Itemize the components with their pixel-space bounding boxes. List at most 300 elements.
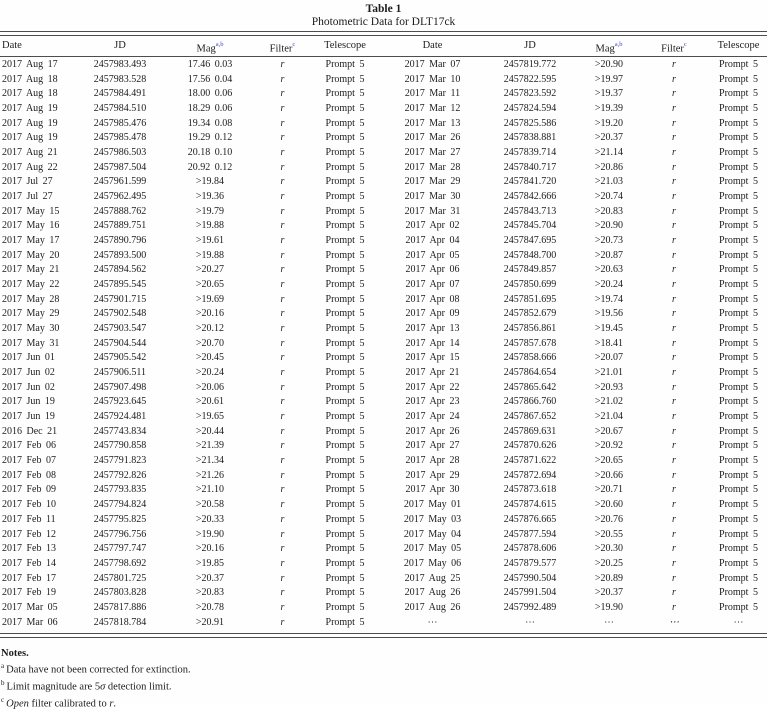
- cell-telescope: Prompt 5: [719, 117, 758, 129]
- cell-telescope: Prompt 5: [719, 161, 758, 173]
- cell-mag: >20.37: [594, 587, 624, 599]
- cell-mag: 18.00 0.06: [187, 88, 233, 100]
- cell-filter: r: [280, 279, 285, 291]
- cell-mag: >21.26: [195, 469, 225, 481]
- cell-mag: >20.45: [195, 352, 225, 364]
- cell-telescope: Prompt 5: [719, 59, 758, 70]
- cell-mag: >19.85: [195, 557, 225, 569]
- cell-telescope: Prompt 5: [719, 308, 758, 320]
- cell-jd: 2457867.652: [503, 411, 557, 423]
- footnote-list: [1, 660, 767, 711]
- cell-date: 2017 Jul 27: [2, 191, 53, 203]
- cell-mag: >20.44: [195, 425, 225, 437]
- cell-jd: 2457848.700: [503, 249, 557, 261]
- cell-date: 2017 Mar 27: [404, 147, 461, 159]
- cell-jd: 2457984.510: [93, 103, 147, 115]
- cell-filter: r: [280, 543, 285, 555]
- cell-telescope: Prompt 5: [719, 367, 758, 379]
- column-header-telescope: Telescope: [324, 40, 366, 51]
- cell-date: 2017 Apr 09: [405, 308, 460, 320]
- cell-mag: >20.78: [195, 601, 225, 613]
- cell-mag: >20.71: [594, 484, 624, 496]
- cell-date: 2017 Feb 14: [2, 557, 56, 569]
- cell-filter: r: [280, 616, 285, 628]
- cell-filter: r: [672, 103, 676, 115]
- table-number: Table 1: [365, 3, 402, 15]
- cell-jd: 2457903.547: [93, 323, 147, 335]
- cell-telescope: Prompt 5: [719, 455, 758, 467]
- cell-mag: 20.92 0.12: [187, 161, 233, 173]
- footnote: [1, 660, 767, 677]
- cell-jd: 2457822.595: [503, 73, 557, 85]
- cell-telescope: Prompt 5: [325, 279, 365, 291]
- cell-mag: >19.45: [594, 323, 624, 335]
- cell-telescope: Prompt 5: [325, 499, 365, 511]
- cell-telescope: Prompt 5: [719, 543, 758, 555]
- cell-date: 2017 May 22: [2, 279, 60, 291]
- cell-jd: 2457790.858: [93, 440, 147, 452]
- column-header-jd: JD: [114, 40, 126, 51]
- cell-mag: 20.18 0.10: [187, 147, 233, 159]
- cell-filter: r: [672, 455, 676, 467]
- cell-jd: 2457865.642: [503, 381, 557, 393]
- cell-filter: r: [672, 469, 676, 481]
- cell-date: 2017 May 16: [2, 220, 60, 232]
- cell-filter: r: [280, 235, 285, 247]
- cell-filter: r: [672, 147, 676, 159]
- cell-jd: 2457902.548: [93, 308, 147, 320]
- cell-mag: >20.74: [594, 191, 624, 203]
- cell-mag: 18.29 0.06: [187, 103, 233, 115]
- cell-filter: r: [672, 205, 676, 217]
- cell-jd: 2457985.478: [93, 132, 147, 144]
- footnote-text: σ: [100, 681, 106, 693]
- cell-mag: >20.33: [195, 513, 225, 525]
- cell-mag: >20.87: [594, 249, 624, 261]
- cell-mag: >20.25: [594, 557, 624, 569]
- cell-mag: >20.92: [594, 440, 624, 452]
- cell-mag: >20.73: [594, 235, 624, 247]
- cell-telescope: Prompt 5: [325, 601, 365, 613]
- cell-telescope: Prompt 5: [325, 513, 365, 525]
- notes-section: [0, 647, 767, 711]
- cell-jd: 2457839.714: [503, 147, 557, 159]
- cell-filter: r: [672, 543, 676, 555]
- table-title: Photometric Data for DLT17ck: [311, 16, 456, 28]
- cell-mag: >20.07: [594, 352, 624, 364]
- column-header-jd-2: JD: [524, 40, 536, 51]
- cell-jd: 2457794.824: [93, 499, 147, 511]
- cell-mag: >20.27: [195, 264, 225, 276]
- cell-mag: >19.97: [594, 73, 624, 85]
- cell-mag: >19.39: [594, 103, 624, 115]
- cell-filter: r: [672, 264, 676, 276]
- cell-date: 2017 Mar 05: [2, 601, 58, 613]
- cell-jd: 2457801.725: [93, 572, 147, 584]
- cell-jd: 2457864.654: [503, 367, 557, 379]
- cell-telescope: Prompt 5: [325, 367, 365, 379]
- cell-telescope: Prompt 5: [325, 161, 365, 173]
- cell-filter: r: [280, 513, 285, 525]
- cell-filter: r: [280, 484, 285, 496]
- cell-telescope: Prompt 5: [325, 323, 365, 335]
- footnote-text: Limit magnitude are 5: [6, 681, 101, 693]
- cell-jd: 2457796.756: [93, 528, 147, 540]
- cell-jd: 2457803.828: [93, 587, 147, 599]
- cell-telescope: Prompt 5: [719, 557, 758, 569]
- cell-filter: r: [672, 367, 676, 379]
- cell-filter: r: [672, 117, 676, 129]
- cell-jd: 2457961.599: [93, 176, 147, 188]
- cell-telescope: Prompt 5: [325, 411, 365, 423]
- cell-date: 2017 Feb 06: [2, 440, 56, 452]
- cell-jd: 2457888.762: [93, 205, 147, 217]
- cell-telescope: Prompt 5: [719, 572, 758, 584]
- cell-mag: 19.29 0.12: [187, 132, 233, 144]
- cell-telescope: Prompt 5: [325, 117, 365, 129]
- cell-mag: >19.88: [195, 249, 225, 261]
- cell-filter: r: [280, 367, 285, 379]
- cell-jd: 2457905.542: [93, 352, 147, 364]
- cell-telescope: Prompt 5: [325, 205, 365, 217]
- cell-jd: 2457798.692: [93, 557, 147, 569]
- cell-telescope: Prompt 5: [325, 381, 365, 393]
- cell-mag: >20.61: [195, 396, 225, 408]
- cell-date: 2017 Apr 02: [405, 220, 460, 232]
- cell-mag: >19.84: [195, 176, 225, 188]
- cell-filter: r: [672, 73, 676, 85]
- cell-date: 2017 Mar 06: [2, 616, 58, 628]
- cell-mag: >20.24: [594, 279, 624, 291]
- cell-mag: >20.30: [594, 543, 624, 555]
- cell-date: 2017 Jun 01: [2, 352, 55, 364]
- cell-mag: >21.10: [195, 484, 225, 496]
- cell-date: 2017 Jun 02: [2, 367, 55, 379]
- filter-footnote-marker: c: [683, 41, 687, 48]
- cell-jd: 2457987.504: [93, 161, 147, 173]
- footnote-marker: a: [1, 662, 5, 671]
- cell-jd: 2457792.826: [93, 469, 147, 481]
- mag-footnote-marker: a,b: [215, 41, 224, 48]
- cell-telescope: Prompt 5: [719, 337, 758, 349]
- footnote-text: .: [113, 698, 117, 710]
- cell-filter: r: [672, 601, 676, 613]
- cell-telescope: Prompt 5: [325, 484, 365, 496]
- cell-filter: r: [672, 308, 676, 320]
- cell-telescope: Prompt 5: [719, 352, 758, 364]
- cell-jd: 2457841.720: [503, 176, 557, 188]
- cell-telescope: Prompt 5: [325, 293, 365, 305]
- cell-telescope: Prompt 5: [325, 88, 365, 100]
- cell-date: 2017 Mar 29: [404, 176, 461, 188]
- cell-filter: r: [672, 161, 676, 173]
- cell-mag: >19.65: [195, 411, 225, 423]
- cell-telescope: Prompt 5: [719, 132, 758, 144]
- cell-filter: r: [280, 411, 285, 423]
- cell-mag: >20.58: [195, 499, 225, 511]
- cell-jd: 2457856.861: [503, 323, 557, 335]
- cell-date: 2017 Apr 22: [405, 381, 460, 393]
- cell-mag: >19.61: [195, 235, 225, 247]
- cell-filter: r: [280, 147, 285, 159]
- cell-filter: r: [280, 161, 285, 173]
- cell-jd: 2457984.491: [93, 88, 147, 100]
- column-header-filter-2: [638, 36, 710, 60]
- cell-date: 2017 Feb 17: [2, 572, 56, 584]
- cell-telescope: Prompt 5: [719, 381, 758, 393]
- cell-filter: r: [672, 220, 676, 232]
- cell-date: 2017 Apr 28: [405, 455, 460, 467]
- cell-jd: 2457985.476: [93, 117, 147, 129]
- cell-filter: r: [280, 396, 285, 408]
- cell-filter: r: [280, 191, 285, 203]
- cell-mag: >20.90: [594, 59, 624, 70]
- cell-filter: r: [280, 249, 285, 261]
- cell-mag: >20.86: [594, 161, 624, 173]
- cell-jd: 2457823.592: [503, 88, 557, 100]
- cell-mag: >19.88: [195, 220, 225, 232]
- cell-mag: >20.89: [594, 572, 624, 584]
- cell-telescope: Prompt 5: [325, 572, 365, 584]
- footnote-text: detection limit.: [105, 681, 172, 693]
- cell-telescope: Prompt 5: [719, 440, 758, 452]
- cell-jd: 2457876.665: [503, 513, 557, 525]
- cell-date: 2017 Feb 09: [2, 484, 56, 496]
- cell-jd: 2457889.751: [93, 220, 147, 232]
- cell-mag: >21.39: [195, 440, 225, 452]
- cell-jd: 2457991.504: [503, 587, 557, 599]
- cell-telescope: Prompt 5: [719, 499, 758, 511]
- cell-jd: 2457843.713: [503, 205, 557, 217]
- cell-date: 2017 Apr 23: [405, 396, 460, 408]
- footnote-text: filter calibrated to: [28, 698, 110, 710]
- cell-telescope: ⋯: [733, 616, 744, 628]
- cell-jd: 2457870.626: [503, 440, 557, 452]
- footnote-marker: c: [1, 696, 5, 705]
- cell-date: 2017 Aug 18: [2, 73, 58, 85]
- cell-jd: 2457793.835: [93, 484, 147, 496]
- cell-date: 2017 Apr 24: [405, 411, 460, 423]
- cell-mag: >20.65: [594, 455, 624, 467]
- cell-date: 2017 Mar 28: [404, 161, 461, 173]
- cell-filter: r: [672, 176, 676, 188]
- cell-telescope: Prompt 5: [719, 425, 758, 437]
- cell-jd: 2457874.615: [503, 499, 557, 511]
- cell-jd: 2457824.594: [503, 103, 557, 115]
- cell-jd: 2457893.500: [93, 249, 147, 261]
- cell-filter: r: [280, 205, 285, 217]
- cell-jd: 2457890.796: [93, 235, 147, 247]
- cell-filter: r: [280, 572, 285, 584]
- cell-mag: >19.36: [195, 191, 225, 203]
- cell-mag: >20.63: [594, 264, 624, 276]
- cell-date: 2017 Apr 14: [405, 337, 460, 349]
- cell-date: 2017 May 30: [2, 323, 60, 335]
- cell-filter: r: [672, 88, 676, 100]
- cell-filter: r: [280, 88, 285, 100]
- cell-date: 2017 Aug 22: [2, 161, 58, 173]
- cell-filter: r: [280, 59, 285, 70]
- cell-date: 2017 Jun 19: [2, 411, 55, 423]
- cell-telescope: Prompt 5: [325, 425, 365, 437]
- cell-mag: >21.01: [594, 367, 624, 379]
- cell-telescope: Prompt 5: [719, 88, 758, 100]
- cell-date: 2017 May 28: [2, 293, 60, 305]
- cell-mag: >20.67: [594, 425, 624, 437]
- cell-date: 2017 Apr 13: [405, 323, 460, 335]
- cell-date: 2017 Aug 19: [2, 103, 58, 115]
- cell-mag: >20.37: [594, 132, 624, 144]
- cell-telescope: Prompt 5: [719, 411, 758, 423]
- cell-mag: 19.34 0.08: [187, 117, 233, 129]
- cell-filter: r: [672, 323, 676, 335]
- cell-filter: r: [672, 381, 676, 393]
- cell-filter: r: [672, 440, 676, 452]
- cell-telescope: Prompt 5: [719, 293, 758, 305]
- cell-date: 2017 Mar 26: [404, 132, 461, 144]
- cell-filter: r: [280, 455, 285, 467]
- cell-mag: >20.60: [594, 499, 624, 511]
- cell-jd: 2457869.631: [503, 425, 557, 437]
- cell-jd: 2457849.857: [503, 264, 557, 276]
- cell-jd: 2457873.618: [503, 484, 557, 496]
- cell-mag: >19.90: [195, 528, 225, 540]
- cell-jd: 2457795.825: [93, 513, 147, 525]
- column-header-telescope-2: Telescope: [717, 40, 760, 51]
- cell-filter: r: [280, 220, 285, 232]
- cell-filter: r: [280, 73, 285, 85]
- cell-date: 2017 Apr 29: [405, 469, 460, 481]
- cell-jd: 2457850.699: [503, 279, 557, 291]
- cell-mag: >20.90: [594, 220, 624, 232]
- cell-jd: 2457983.528: [93, 73, 147, 85]
- cell-date: 2017 Mar 12: [404, 103, 461, 115]
- cell-mag: 17.46 0.03: [187, 59, 233, 70]
- cell-jd: 2457983.493: [93, 59, 147, 70]
- cell-mag: >21.04: [594, 411, 624, 423]
- cell-jd: 2457990.504: [503, 572, 557, 584]
- cell-filter: r: [672, 513, 676, 525]
- cell-filter: ⋯: [669, 616, 679, 628]
- cell-date: 2017 Mar 07: [404, 59, 461, 70]
- footnote-text: Open: [6, 698, 29, 710]
- mag-footnote-marker: a,b: [614, 41, 623, 48]
- cell-mag: >20.37: [195, 572, 225, 584]
- cell-filter: r: [280, 308, 285, 320]
- cell-telescope: Prompt 5: [719, 396, 758, 408]
- cell-mag: >20.83: [594, 205, 624, 217]
- cell-telescope: Prompt 5: [325, 132, 365, 144]
- cell-telescope: Prompt 5: [325, 352, 365, 364]
- cell-date: 2017 Apr 04: [405, 235, 460, 247]
- footnote-text: Data have not been corrected for extinction.: [6, 664, 191, 676]
- column-header-mag: [160, 36, 260, 60]
- cell-jd: 2457879.577: [503, 557, 557, 569]
- cell-jd: 2457877.594: [503, 528, 557, 540]
- cell-filter: r: [672, 191, 676, 203]
- cell-filter: r: [280, 132, 285, 144]
- cell-filter: r: [672, 411, 676, 423]
- cell-jd: 2457858.666: [503, 352, 557, 364]
- column-header-filter: [260, 36, 305, 60]
- cell-telescope: Prompt 5: [325, 337, 365, 349]
- filter-label: Filter: [269, 43, 293, 55]
- cell-date: 2017 May 03: [403, 513, 462, 525]
- cell-mag: >20.16: [195, 543, 225, 555]
- cell-filter: r: [280, 337, 285, 349]
- cell-mag: >20.66: [594, 469, 624, 481]
- cell-telescope: Prompt 5: [719, 484, 758, 496]
- cell-jd: 2457923.645: [93, 396, 147, 408]
- cell-jd: 2457907.498: [93, 381, 147, 393]
- cell-jd: 2457743.834: [93, 425, 147, 437]
- cell-mag: >20.91: [195, 616, 225, 628]
- cell-jd: 2457842.666: [503, 191, 557, 203]
- cell-date: 2017 May 06: [403, 557, 462, 569]
- cell-jd: 2457962.495: [93, 191, 147, 203]
- cell-telescope: Prompt 5: [325, 264, 365, 276]
- cell-jd: 2457878.606: [503, 543, 557, 555]
- cell-mag: 17.56 0.04: [187, 73, 233, 85]
- cell-date: 2017 Aug 17: [2, 59, 58, 70]
- cell-telescope: Prompt 5: [325, 587, 365, 599]
- cell-mag: >18.41: [594, 337, 624, 349]
- cell-filter: r: [280, 499, 285, 511]
- cell-mag: >20.83: [195, 587, 225, 599]
- cell-date: 2017 Jun 02: [2, 381, 55, 393]
- cell-date: 2017 Feb 08: [2, 469, 56, 481]
- cell-filter: r: [280, 601, 285, 613]
- cell-telescope: Prompt 5: [719, 147, 758, 159]
- cell-jd: 2457845.704: [503, 220, 557, 232]
- cell-jd: 2457895.545: [93, 279, 147, 291]
- cell-date: 2017 May 05: [403, 543, 462, 555]
- cell-jd: 2457857.678: [503, 337, 557, 349]
- cell-jd: 2457838.881: [503, 132, 557, 144]
- footnote-marker: b: [1, 679, 5, 688]
- cell-filter: r: [672, 132, 676, 144]
- cell-filter: r: [672, 279, 676, 291]
- cell-filter: r: [280, 293, 285, 305]
- cell-jd: 2457872.694: [503, 469, 557, 481]
- cell-date: 2017 Feb 19: [2, 587, 56, 599]
- cell-date: 2017 Mar 31: [404, 205, 461, 217]
- cell-telescope: Prompt 5: [325, 396, 365, 408]
- cell-jd: 2457992.489: [503, 601, 557, 613]
- cell-date: 2017 Aug 26: [404, 601, 461, 613]
- cell-jd: 2457851.695: [503, 293, 557, 305]
- cell-date: 2017 May 15: [2, 205, 60, 217]
- cell-filter: r: [672, 587, 676, 599]
- cell-filter: r: [672, 572, 676, 584]
- cell-date: 2017 Feb 11: [2, 513, 56, 525]
- cell-telescope: Prompt 5: [325, 616, 365, 628]
- cell-jd: 2457894.562: [93, 264, 147, 276]
- cell-filter: r: [280, 323, 285, 335]
- cell-filter: r: [280, 117, 285, 129]
- cell-mag: >21.14: [594, 147, 624, 159]
- cell-filter: r: [280, 528, 285, 540]
- cell-jd: 2457797.747: [93, 543, 147, 555]
- cell-telescope: Prompt 5: [325, 103, 365, 115]
- cell-mag: >19.69: [195, 293, 225, 305]
- cell-date: 2017 Apr 27: [405, 440, 460, 452]
- cell-telescope: Prompt 5: [325, 455, 365, 467]
- cell-telescope: Prompt 5: [719, 469, 758, 481]
- cell-date: 2017 Feb 13: [2, 543, 56, 555]
- column-header-date-2: Date: [422, 40, 443, 51]
- column-header-date: Date: [2, 40, 22, 51]
